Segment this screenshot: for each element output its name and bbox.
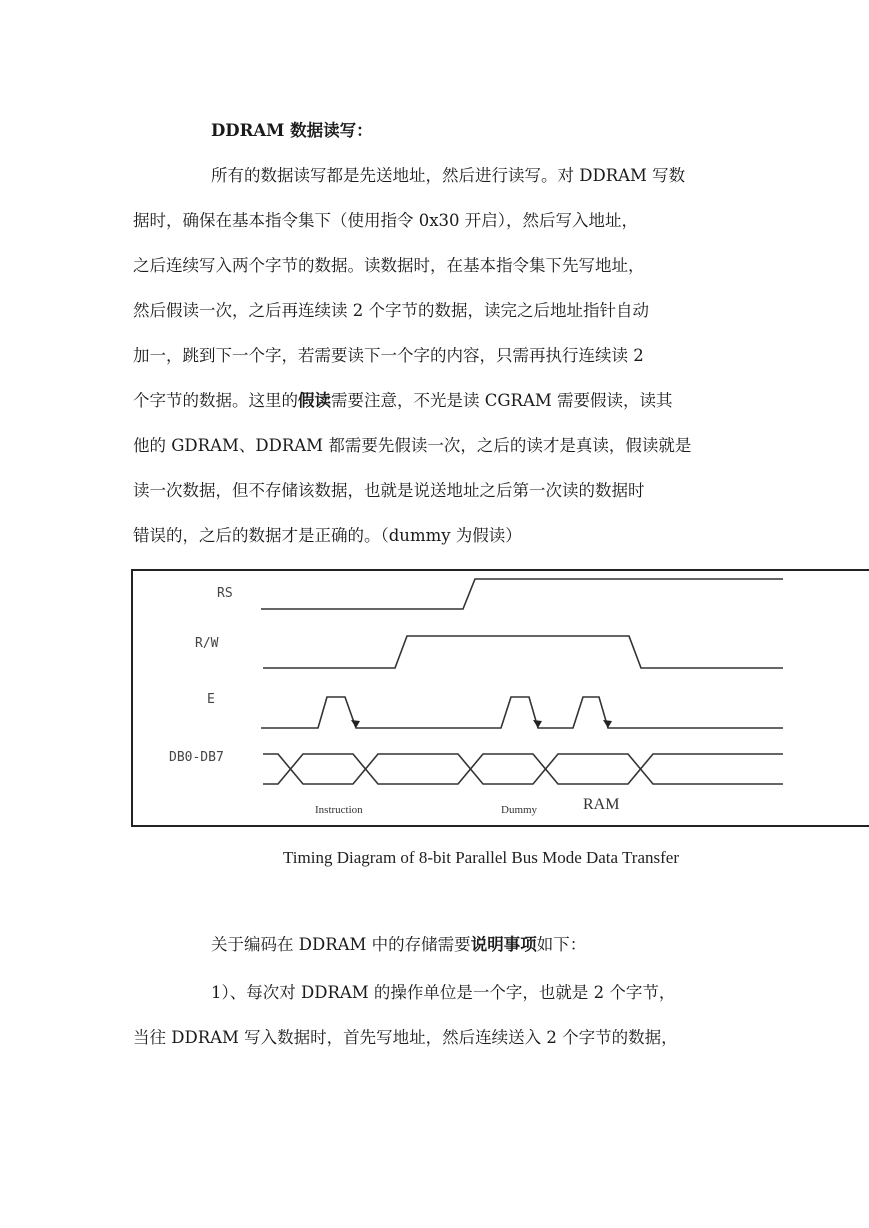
- text-run: 需要注意，不光是读 CGRAM 需要假读，读其: [331, 391, 673, 410]
- paragraph-line: 然后假读一次，之后再连续读 2 个字节的数据，读完之后地址指针自动: [133, 301, 649, 320]
- signal-label-db: DB0-DB7: [169, 750, 224, 765]
- paragraph-line: 读一次数据，但不存储该数据，也就是说送地址之后第一次读的数据时: [133, 481, 645, 500]
- signal-label-e: E: [207, 692, 215, 707]
- phase-label-ram: RAM: [583, 796, 620, 813]
- paragraph-line: 错误的，之后的数据才是正确的。（dummy 为假读）: [133, 526, 522, 545]
- db-line-bottom: [263, 754, 783, 784]
- emphasis-text: 假读: [298, 391, 331, 410]
- text-run: 个字节的数据。这里的: [133, 391, 298, 410]
- paragraph-line: 他的 GDRAM、DDRAM 都需要先假读一次，之后的读才是真读，假读就是: [133, 436, 692, 455]
- signal-label-rs: RS: [217, 586, 233, 601]
- paragraph-line: 当往 DDRAM 写入数据时，首先写地址，然后连续送入 2 个字节的数据，: [133, 1028, 678, 1047]
- text-run: 关于编码在 DDRAM 中的存储需要: [211, 935, 471, 954]
- paragraph-line: 1）、每次对 DDRAM 的操作单位是一个字，也就是 2 个字节，: [211, 983, 676, 1002]
- rw-waveform: [263, 636, 783, 668]
- db-line-top: [263, 754, 783, 784]
- arrow-head: [603, 720, 612, 728]
- arrow-head: [533, 720, 542, 728]
- arrow-head: [351, 720, 360, 728]
- paragraph-line: 加一，跳到下一个字，若需要读下一个字的内容，只需再执行连续读 2: [133, 346, 644, 365]
- paragraph-line: [133, 391, 743, 411]
- phase-label-instruction: Instruction: [315, 804, 363, 816]
- timing-diagram: [131, 569, 869, 827]
- paragraph-line: 之后连续写入两个字节的数据。读数据时，在基本指令集下先写地址，: [133, 256, 645, 275]
- timing-diagram-svg: [133, 571, 869, 829]
- e-waveform: [261, 697, 783, 728]
- section-heading: DDRAM 数据读写：: [211, 121, 373, 140]
- signal-label-rw: R/W: [195, 636, 219, 651]
- paragraph-line: 所有的数据读写都是先送地址，然后进行读写。对 DDRAM 写数: [211, 166, 686, 185]
- phase-label-dummy: Dummy: [501, 804, 538, 816]
- paragraph-line: 据时，确保在基本指令集下（使用指令 0x30 开启），然后写入地址，: [133, 211, 639, 230]
- paragraph-line: [211, 935, 743, 955]
- text-run: 如下：: [536, 935, 587, 954]
- rs-waveform: [261, 579, 783, 609]
- emphasis-text: 说明事项: [470, 935, 537, 954]
- figure-caption: Timing Diagram of 8-bit Parallel Bus Mode Data Transfer: [283, 848, 679, 867]
